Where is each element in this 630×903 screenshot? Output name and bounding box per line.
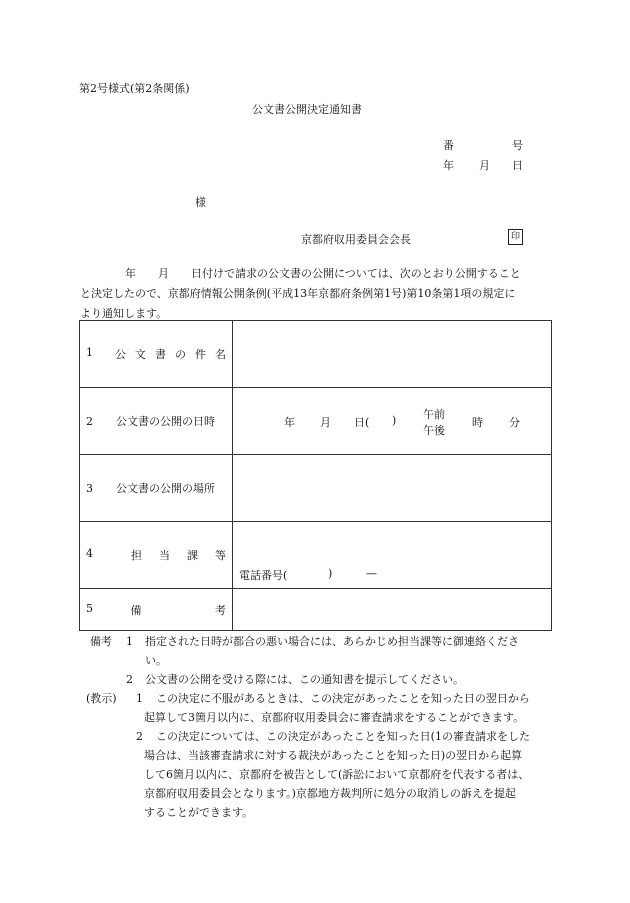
addressee-suffix: 様	[195, 196, 206, 209]
label-char: 備	[130, 603, 142, 617]
label-char: 件	[195, 348, 206, 361]
instruction-text: 場合は、当該審査請求に対する裁決があったことを知った日)の翌日から起算	[144, 749, 523, 762]
label-char: 文	[135, 348, 146, 361]
number-label-go: 号	[512, 139, 523, 152]
row-label-text: 公文書の公開の日時	[116, 415, 215, 428]
table-row	[80, 455, 552, 522]
intro-line: と決定したので、京都府情報公開条例(平成13年京都府条例第1号)第10条第1項の規定に	[80, 287, 516, 300]
label-char: 等	[215, 549, 226, 562]
row-number: 5	[86, 601, 93, 615]
intro-line: 年 月 日付けで請求の公文書の公開については、次のとおり公開すること	[125, 267, 521, 280]
remarks-label: 備考	[90, 635, 112, 648]
document-name-field[interactable]	[233, 321, 552, 388]
table-row	[80, 388, 552, 455]
intro-line: より通知します。	[80, 307, 168, 320]
disclosure-place-field[interactable]	[233, 455, 552, 522]
issuer-name: 京都府収用委員会会長	[301, 233, 411, 246]
row-label	[80, 321, 233, 388]
notice-table	[79, 320, 552, 631]
label-char: 名	[215, 348, 226, 361]
number-label-ban: 番	[443, 139, 454, 152]
seal-mark: 印	[508, 229, 523, 245]
label-char: 当	[159, 549, 170, 562]
row-number: 3	[86, 482, 93, 495]
row-number: 2	[86, 415, 93, 428]
instruction-text: して6箇月以内に、京都府を被告として(訴訟において京都府を代表する者は、	[144, 768, 530, 781]
row-number: 1	[86, 346, 93, 359]
am-label: 午前	[423, 408, 445, 421]
pm-label: 午後	[423, 424, 445, 437]
label-char: 考	[215, 603, 226, 617]
day-unit: 日(	[354, 416, 370, 429]
label-char: 公	[115, 348, 126, 361]
instruction-text: この決定については、この決定があったことを知った日(1の審査請求をした	[156, 730, 530, 743]
month-unit: 月	[320, 416, 331, 429]
note-text: い。	[145, 654, 167, 667]
note-number: 2	[126, 673, 133, 686]
table-row	[80, 589, 552, 631]
table-row	[80, 522, 552, 589]
date-day: 日	[512, 159, 523, 172]
department-field[interactable]	[233, 522, 552, 589]
row-label-text: 公文書の公開の場所	[116, 482, 215, 495]
phone-label: 電話番号(	[239, 569, 288, 582]
note-text: 公文書の公開を受ける際には、この通知書を提示してください。	[145, 673, 464, 686]
phone-close: )	[328, 567, 333, 580]
hour-unit: 時	[472, 416, 483, 429]
instruction-text: 起算して3箇月以内に、京都府収用委員会に審査請求をすることができます。	[144, 711, 525, 724]
row-number: 4	[86, 547, 93, 560]
date-year: 年	[443, 159, 454, 172]
instruction-text: 京都府収用委員会となります。)京都地方裁判所に処分の取消しの訴えを提起	[144, 787, 516, 800]
row-label	[80, 522, 233, 589]
date-month: 月	[479, 159, 490, 172]
instruction-number: 2	[136, 730, 143, 743]
minute-unit: 分	[509, 416, 520, 429]
label-char: 書	[155, 348, 166, 361]
instruction-text: することができます。	[144, 806, 254, 819]
row-label	[80, 388, 233, 455]
weekday-close: )	[392, 414, 397, 427]
year-unit: 年	[284, 416, 295, 429]
instruction-number: 1	[136, 692, 143, 705]
label-char: 課	[187, 549, 198, 562]
label-char: の	[175, 348, 186, 361]
intro-paragraph	[80, 264, 552, 324]
row-label	[80, 589, 233, 631]
document-title: 公文書公開決定通知書	[252, 103, 362, 116]
notes-section	[86, 632, 560, 822]
form-number: 第2号様式(第2条関係)	[79, 82, 190, 95]
instruction-label: (教示)	[86, 692, 117, 705]
note-text: 指定された日時が都合の悪い場合には、あらかじめ担当課等に御連絡くださ	[145, 635, 519, 648]
disclosure-datetime-field[interactable]	[233, 388, 552, 455]
row-label	[80, 455, 233, 522]
remarks-field[interactable]	[233, 589, 552, 631]
table-row	[80, 321, 552, 388]
label-char: 担	[131, 549, 142, 562]
phone-dash: —	[366, 567, 377, 580]
note-number: 1	[126, 635, 133, 648]
instruction-text: この決定に不服があるときは、この決定があったことを知った日の翌日から	[156, 692, 530, 705]
